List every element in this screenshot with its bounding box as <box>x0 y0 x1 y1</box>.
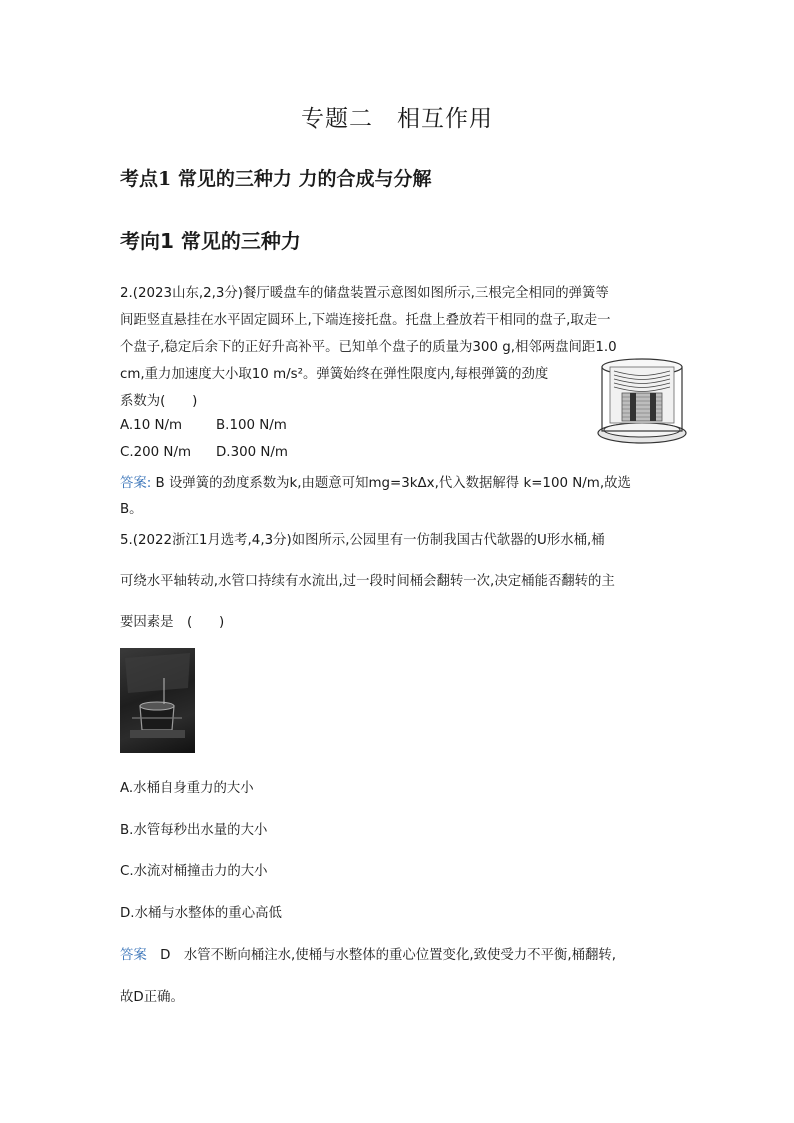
q2-option-c: C.200 N/m <box>120 445 191 460</box>
q2-text-line: 2.(2023山东,2,3分)餐厅暖盘车的储盘装置示意图如图所示,三根完全相同的弹簧等 <box>120 286 609 301</box>
q5-option-c: C.水流对桶撞击力的大小 <box>120 864 268 879</box>
q5-option-a: A.水桶自身重力的大小 <box>120 781 254 796</box>
section-heading: 考点1 常见的三种力 力的合成与分解 <box>120 168 432 190</box>
q5-text-line: 5.(2022浙江1月选考,4,3分)如图所示,公园里有一仿制我国古代欹器的U形水桶,桶 <box>120 533 605 548</box>
subsection-heading: 考向1 常见的三种力 <box>120 229 301 253</box>
bucket-photo <box>120 648 195 753</box>
answer-label: 答案 <box>120 948 147 963</box>
q2-option-d: D.300 N/m <box>216 445 288 460</box>
page-title: 专题二 相互作用 <box>301 106 493 132</box>
q2-text-line: 个盘子,稳定后余下的正好升高补平。已知单个盘子的质量为300 g,相邻两盘间距1.0 <box>120 340 617 355</box>
q2-answer-line <box>120 472 631 491</box>
q5-text-line: 要因素是 ( ) <box>120 615 225 630</box>
q5-answer-line: 故D正确。 <box>120 990 184 1005</box>
q5-text-line: 可绕水平轴转动,水管口持续有水流出,过一段时间桶会翻转一次,决定桶能否翻转的主 <box>120 574 615 589</box>
q5-option-b: B.水管每秒出水量的大小 <box>120 823 268 838</box>
bucket-photo-illustration <box>120 648 195 753</box>
answer-text: D 水管不断向桶注水,使桶与水整体的重心位置变化,致使受力不平衡,桶翻转, <box>146 948 617 963</box>
q2-text-line: 系数为( ) <box>120 394 198 409</box>
q2-option-b: B.100 N/m <box>216 418 287 433</box>
answer-label: 答案: <box>120 476 152 491</box>
q2-text-line: cm,重力加速度大小取10 m/s²。弹簧始终在弹性限度内,每根弹簧的劲度 <box>120 367 549 382</box>
q2-answer-line: B。 <box>120 502 143 517</box>
q2-text-line: 间距竖直悬挂在水平固定圆环上,下端连接托盘。托盘上叠放若干相同的盘子,取走一 <box>120 313 611 328</box>
q5-answer-line <box>120 944 616 963</box>
plate-storage-diagram <box>596 355 688 447</box>
q5-option-d: D.水桶与水整体的重心高低 <box>120 906 282 921</box>
q2-option-a: A.10 N/m <box>120 418 183 433</box>
answer-text: B 设弹簧的劲度系数为k,由题意可知mg=3kΔx,代入数据解得 k=100 N/m,故选 <box>151 476 631 491</box>
